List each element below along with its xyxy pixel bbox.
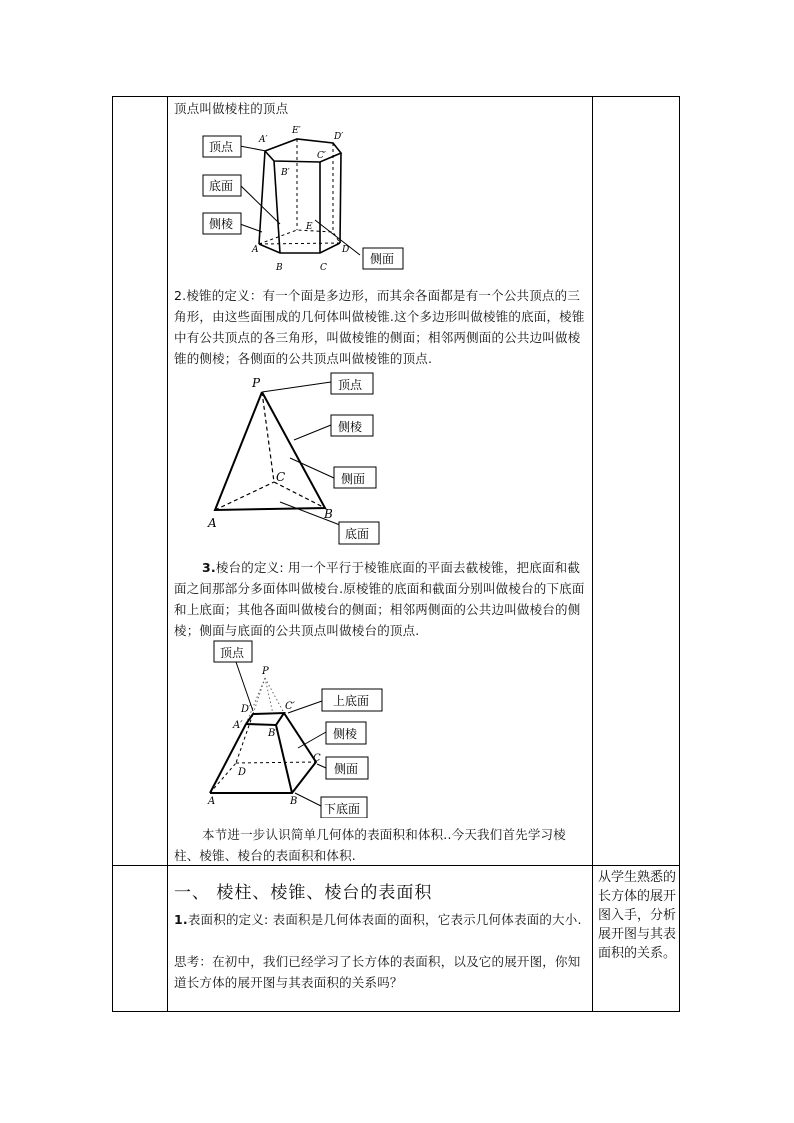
surface-area-definition-text: 表面积的定义: 表面积是几何体表面的面积，它表示几何体表面的大小. bbox=[187, 912, 582, 927]
pyramid-definition-number: 2. bbox=[174, 288, 187, 303]
table-col-divider-1 bbox=[167, 96, 168, 1012]
pyramid-definition-text: 棱锥的定义：有一个面是多边形，而其余各面都是有一个公共顶点的三角形，由这些面围成的几何体叫做棱锥.这个多边形叫做棱锥的底面，棱锥中有公共顶点的各三角形，叫做棱锥的侧面；相邻两侧面的公共边叫做棱锥的侧棱；各侧面的公共顶点叫做棱锥的顶点. bbox=[174, 288, 585, 366]
prism-diagram bbox=[200, 122, 430, 277]
pyramid-diagram bbox=[200, 370, 390, 545]
frustum-lateral-face-label: 侧面 bbox=[334, 762, 359, 776]
frustum-vertex-A1: A′ bbox=[233, 720, 243, 731]
prism-vertex-E1: E′ bbox=[292, 126, 301, 136]
frustum-vertex-C1: C′ bbox=[285, 701, 295, 712]
frustum-definition-text: 棱台的定义: 用一个平行于棱锥底面的平面去截棱锥，把底面和截面之间那部分多面体叫做棱台.原棱锥的底面和截面分别叫做棱台的下底面和上底面；其他各面叫做棱台的侧面；相邻两侧面的公共边叫做棱台的侧棱；侧面与底面的公共顶点叫做棱台的顶点. bbox=[174, 560, 585, 638]
frustum-vertex-A: A bbox=[208, 796, 216, 807]
prism-vertex-D1: D′ bbox=[334, 132, 344, 142]
closing-paragraph: 本节进一步认识简单几何体的表面积和体积..今天我们首先学习棱柱、棱锥、棱台的表面积和体积. bbox=[174, 827, 566, 863]
pyramid-lateral-edge-label: 侧棱 bbox=[338, 420, 363, 434]
section-heading: 一、 棱柱、棱锥、棱台的表面积 bbox=[174, 883, 433, 903]
prism-vertex-C1: C′ bbox=[317, 151, 326, 161]
table-border-top bbox=[112, 96, 680, 97]
teaching-note: 从学生熟悉的长方体的展开图入手，分析展开图与其表面积的关系。 bbox=[598, 870, 677, 961]
prism-base-label: 底面 bbox=[209, 179, 234, 193]
prism-vertex-D: D bbox=[342, 245, 350, 255]
frustum-definition bbox=[174, 557, 586, 641]
think-question: 思考：在初中，我们已经学习了长方体的表面积，以及它的展开图，你知道长方体的展开图与其表面积的关系吗？ bbox=[174, 954, 581, 990]
frustum-upper-base-label: 上底面 bbox=[333, 694, 370, 708]
frustum-diagram bbox=[200, 638, 390, 818]
pyramid-vertex-A: A bbox=[208, 516, 217, 530]
prism-vertex-B: B bbox=[276, 263, 283, 273]
pyramid-vertex-C: C bbox=[276, 470, 286, 484]
prism-vertex-E: E bbox=[306, 222, 313, 232]
surface-area-definition bbox=[174, 909, 586, 930]
table-border-left bbox=[112, 96, 113, 1012]
prism-vertex-B1: B′ bbox=[281, 168, 290, 178]
prism-vertex-label: 顶点 bbox=[209, 140, 234, 154]
frustum-lower-base-label: 下底面 bbox=[324, 802, 361, 816]
pyramid-definition bbox=[174, 285, 586, 369]
frustum-vertex-D1: D′ bbox=[241, 704, 252, 715]
prism-vertex-C: C bbox=[320, 263, 327, 273]
table-border-bottom bbox=[112, 1011, 680, 1012]
line-prism-vertex: 顶点叫做棱柱的顶点 bbox=[174, 101, 289, 116]
surface-area-definition-number: 1. bbox=[174, 912, 188, 927]
frustum-vertex-B1: B′ bbox=[268, 728, 278, 739]
pyramid-vertex-label: 顶点 bbox=[338, 378, 363, 392]
frustum-vertex-B: B bbox=[290, 796, 298, 807]
table-border-right bbox=[679, 96, 680, 1012]
prism-vertex-A1: A′ bbox=[259, 135, 268, 145]
prism-lateral-edge-label: 侧棱 bbox=[209, 217, 234, 231]
pyramid-vertex-B: B bbox=[324, 507, 333, 521]
prism-vertex-A: A bbox=[252, 245, 259, 255]
frustum-vertex-D: D bbox=[238, 767, 247, 778]
frustum-definition-number: 3. bbox=[202, 560, 216, 575]
table-col-divider-2 bbox=[592, 96, 593, 1012]
frustum-vertex-label: 顶点 bbox=[220, 646, 245, 660]
frustum-lateral-edge-label: 侧棱 bbox=[333, 727, 358, 741]
pyramid-base-label: 底面 bbox=[345, 527, 370, 541]
pyramid-lateral-face-label: 侧面 bbox=[341, 472, 366, 486]
prism-lateral-face-label: 侧面 bbox=[370, 252, 395, 266]
pyramid-vertex-P: P bbox=[252, 376, 261, 390]
frustum-vertex-C: C bbox=[313, 753, 321, 764]
frustum-vertex-P: P bbox=[262, 666, 269, 677]
